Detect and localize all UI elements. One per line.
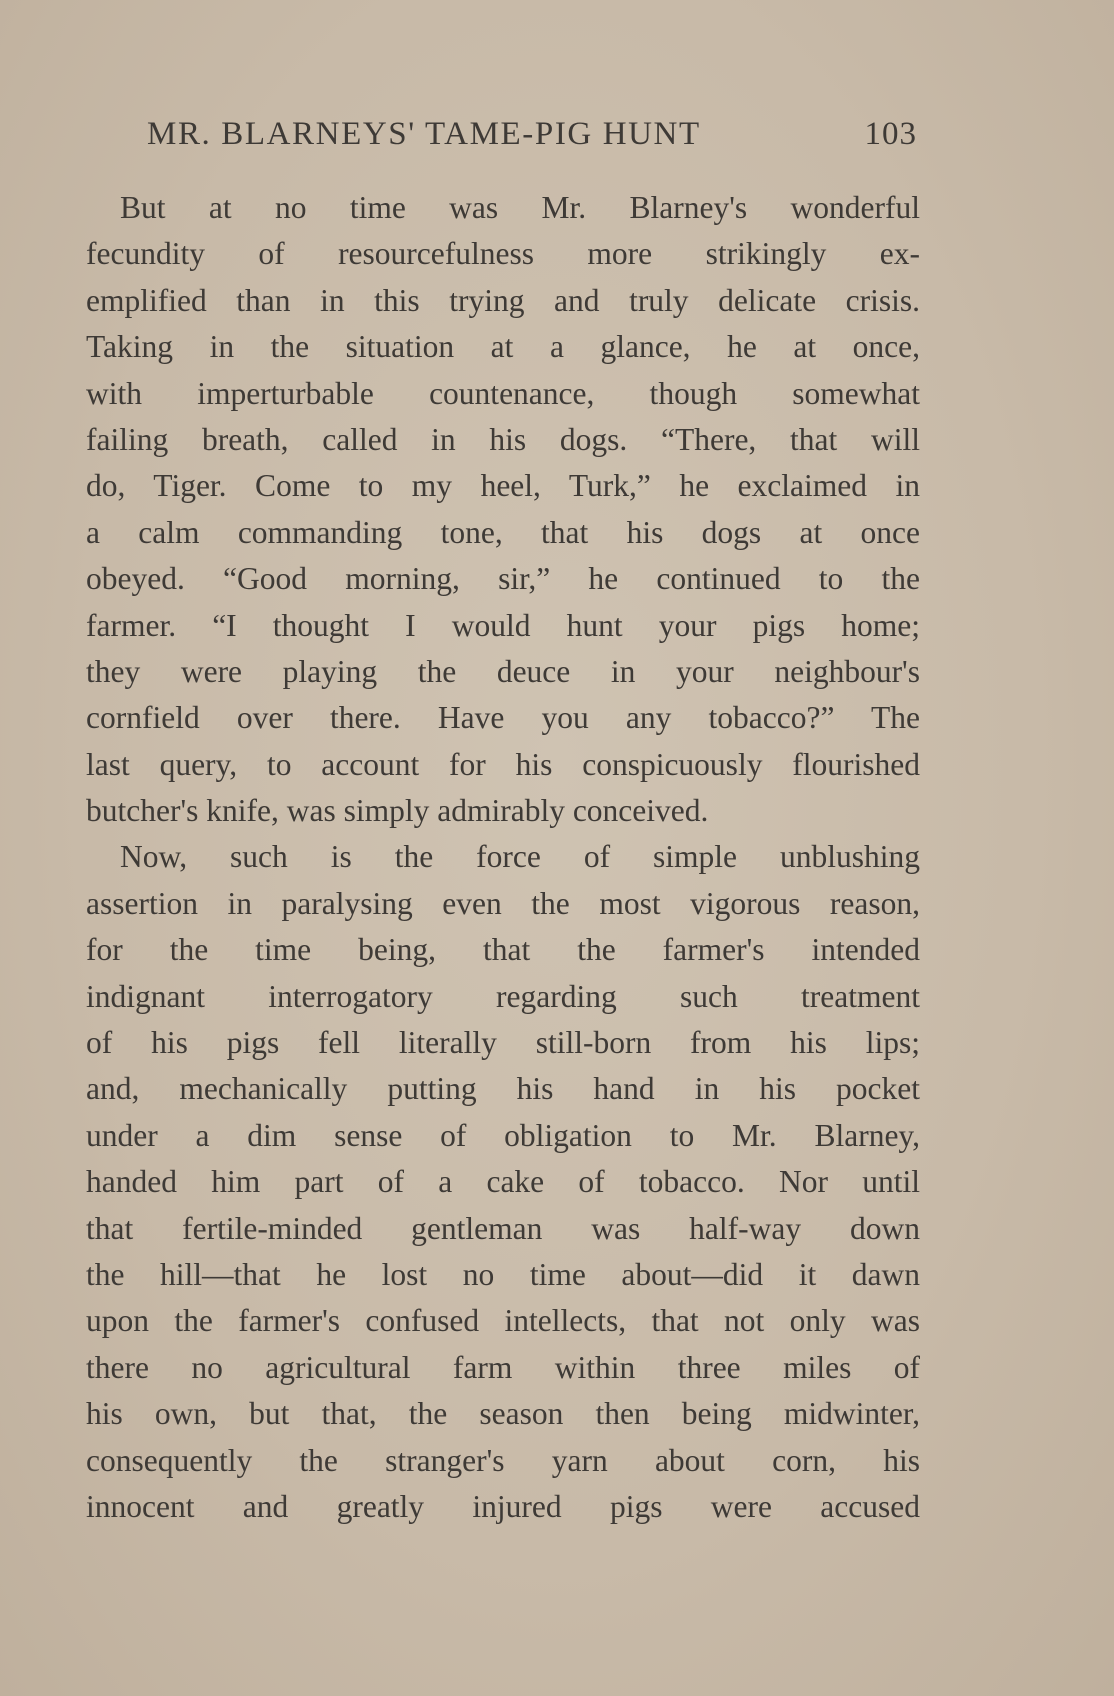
text-line: assertion in paralysing even the most vigorous reason, xyxy=(86,885,920,921)
text-line: upon the farmer's confused intellects, that not only was xyxy=(86,1303,920,1339)
text-line: innocent and greatly injured pigs were accused xyxy=(86,1488,920,1524)
text-line: emplified than in this trying and truly delicate crisis. xyxy=(86,282,920,318)
text-line: obeyed. “Good morning, sir,” he continued to the xyxy=(86,561,920,597)
text-line: Now, such is the force of simple unblushing xyxy=(120,839,920,875)
text-line: butcher's knife, was simply admirably conceived. xyxy=(86,793,709,829)
text-line: Taking in the situation at a glance, he at once, xyxy=(86,329,920,365)
text-line: a calm commanding tone, that his dogs at once xyxy=(86,514,920,550)
text-line: But at no time was Mr. Blarney's wonderful xyxy=(120,190,920,225)
running-head xyxy=(147,110,917,158)
text-line: failing breath, called in his dogs. “There, that will xyxy=(86,421,920,457)
body-text xyxy=(86,185,920,1530)
text-line: last query, to account for his conspicuously flourished xyxy=(86,746,920,782)
text-line: there no agricultural farm within three miles of xyxy=(86,1349,920,1385)
text-line: do, Tiger. Come to my heel, Turk,” he exclaimed in xyxy=(86,468,920,504)
text-line: his own, but that, the season then being midwinter, xyxy=(86,1396,920,1432)
text-line: of his pigs fell literally still-born from his lips; xyxy=(86,1025,920,1061)
text-line: under a dim sense of obligation to Mr. Blarney, xyxy=(86,1117,920,1153)
text-line: they were playing the deuce in your neighbour's xyxy=(86,653,920,689)
text-line: consequently the stranger's yarn about corn, his xyxy=(86,1442,920,1478)
text-line: and, mechanically putting his hand in his pocket xyxy=(86,1071,920,1107)
text-line: with imperturbable countenance, though somewhat xyxy=(86,375,920,411)
running-title: MR. BLARNEYS' TAME-PIG HUNT xyxy=(147,116,701,152)
text-line: cornfield over there. Have you any tobacco?” The xyxy=(86,700,920,736)
text-line: that fertile-minded gentleman was half-way down xyxy=(86,1210,920,1246)
page-number: 103 xyxy=(864,116,917,152)
text-line: indignant interrogatory regarding such treatment xyxy=(86,978,920,1014)
text-line: fecundity of resourcefulness more strikingly ex- xyxy=(86,236,920,272)
text-line: farmer. “I thought I would hunt your pigs home; xyxy=(86,607,920,643)
text-line: for the time being, that the farmer's intended xyxy=(86,932,920,968)
text-line: handed him part of a cake of tobacco. Nor until xyxy=(86,1164,920,1200)
text-line: the hill—that he lost no time about—did it dawn xyxy=(86,1256,920,1292)
